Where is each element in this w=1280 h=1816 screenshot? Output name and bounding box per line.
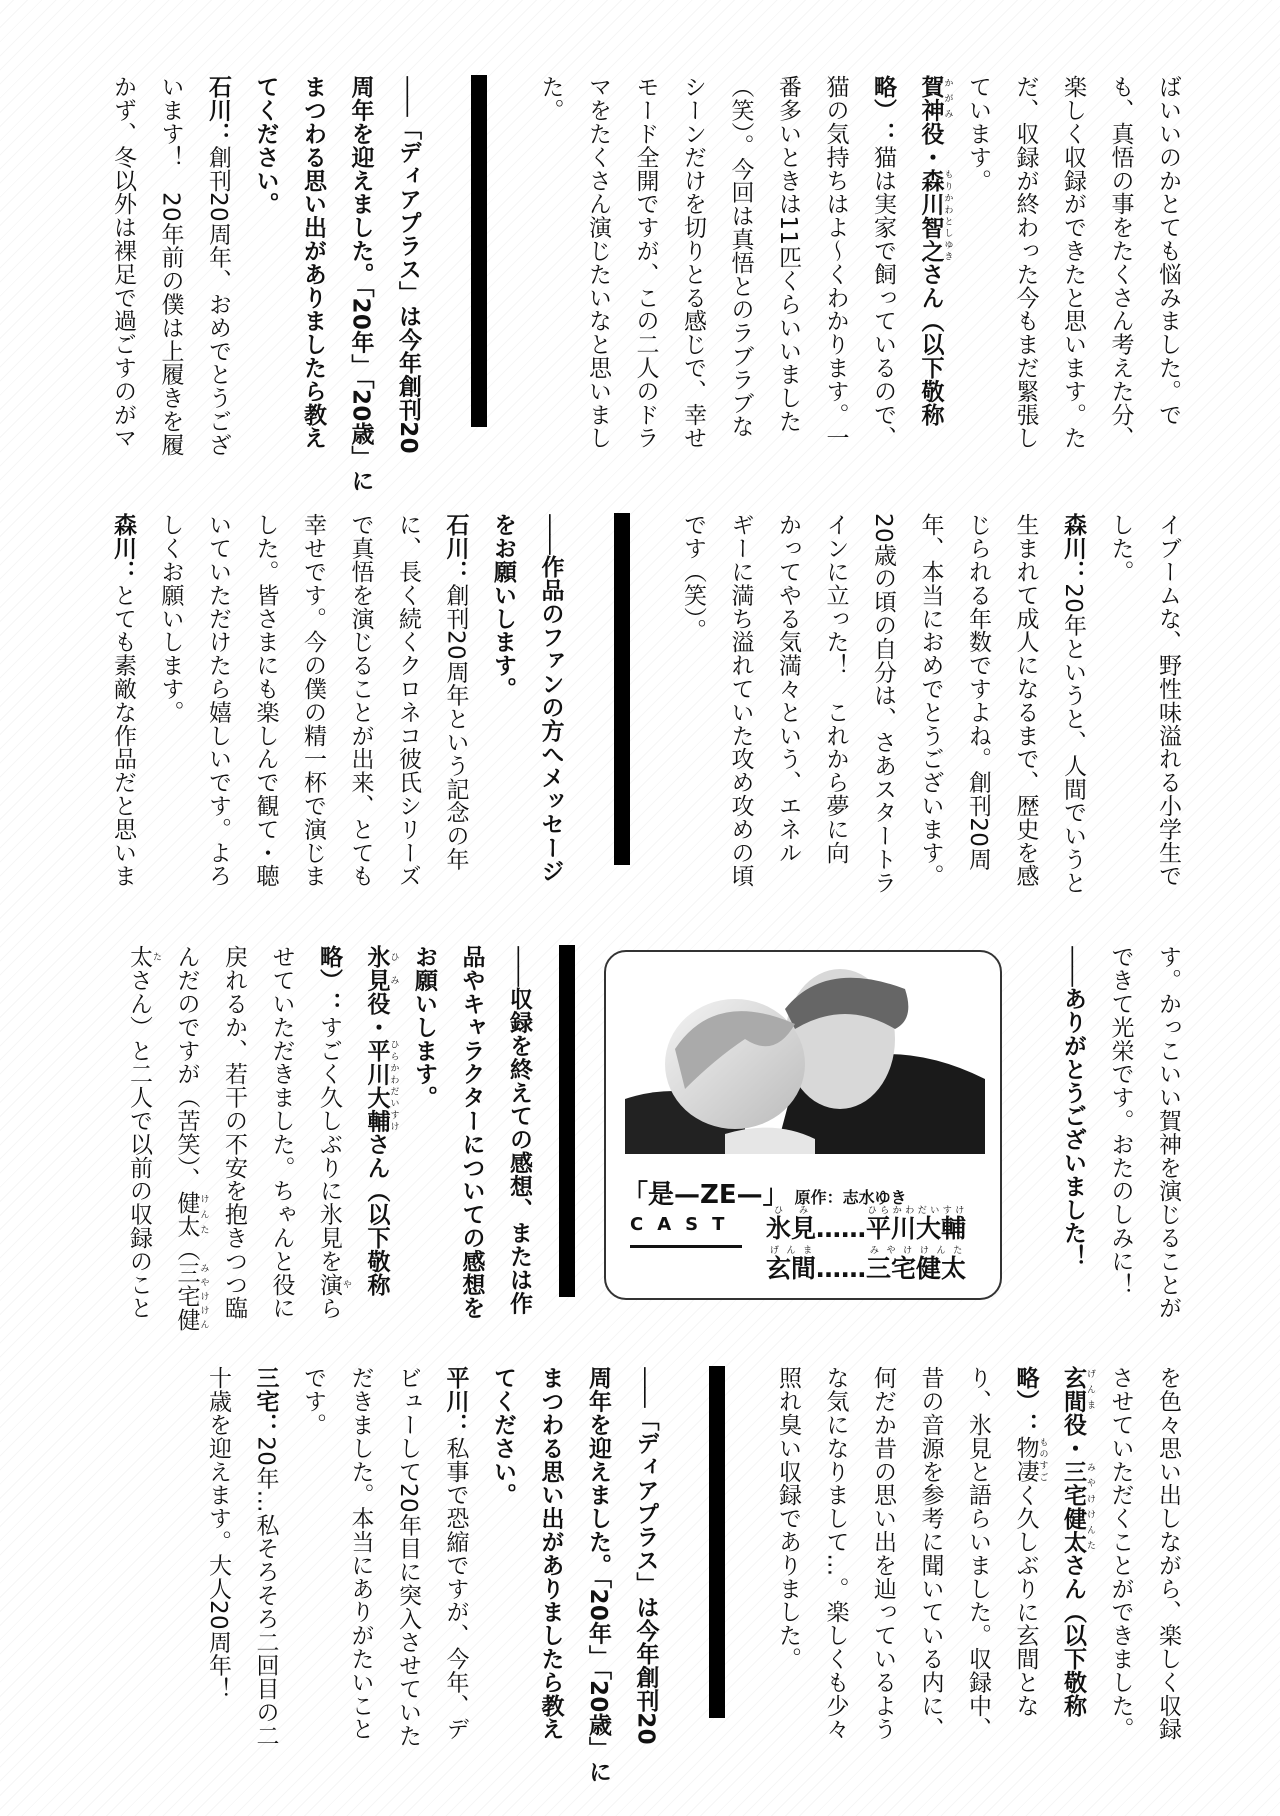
text-run: す。かっこいい賀神を演じることが bbox=[1155, 945, 1181, 1320]
text-column bbox=[764, 75, 812, 435]
text-column bbox=[1001, 1366, 1049, 1726]
ruby-text: 氷見 ひみ bbox=[363, 945, 399, 992]
heading-dash: —— bbox=[1060, 945, 1086, 985]
text-run: 略）： bbox=[870, 75, 896, 146]
text-column bbox=[431, 513, 479, 873]
text-run: で真悟を演じることが出来、とても bbox=[347, 513, 374, 888]
text-run: まつわる思い出がありましたら教え bbox=[300, 75, 326, 450]
heading-dash: —— bbox=[632, 1366, 659, 1406]
text-run: 三宅： bbox=[252, 1366, 279, 1437]
text-column bbox=[1096, 945, 1144, 1305]
text-run: 役・ bbox=[363, 991, 390, 1039]
text-run: 創刊20周年という記念の年 bbox=[442, 583, 469, 871]
text-column bbox=[289, 1366, 337, 1726]
black-bar bbox=[709, 1366, 725, 1718]
text-column bbox=[241, 1366, 289, 1748]
question-heading bbox=[526, 513, 574, 883]
text-run: く久しぶりに玄間とな bbox=[1012, 1483, 1039, 1718]
text-column bbox=[859, 1366, 907, 1741]
text-run: かってやる気満々という、エネル bbox=[775, 513, 801, 864]
text-run: ています。 bbox=[965, 75, 991, 192]
text-run: 番多いときは11匹くらいいました bbox=[775, 75, 801, 433]
text-run: せていただきました。ちゃんと役に bbox=[268, 945, 295, 1320]
section-divider-bar bbox=[574, 513, 669, 873]
text-run: すごく久しぶりに氷見を bbox=[316, 1015, 342, 1273]
text-column bbox=[859, 513, 907, 895]
text-column bbox=[526, 75, 574, 435]
text-column bbox=[289, 75, 337, 450]
text-run: お願いします。 bbox=[411, 945, 437, 1109]
leader-dots: …… bbox=[816, 1254, 867, 1283]
cast-label: CAST bbox=[630, 1214, 742, 1248]
ruby-text: 平川大輔 ひらかわだいすけ bbox=[363, 1038, 399, 1133]
text-column bbox=[1096, 513, 1144, 873]
text-run: （笑）。今回は真悟とのラブラブな bbox=[727, 75, 754, 438]
text-column bbox=[479, 513, 527, 873]
text-run: も、真悟の事をたくさん考えた分、 bbox=[1107, 75, 1134, 450]
text-run: 収録を終えての感想、または作 bbox=[506, 987, 532, 1315]
text-column bbox=[954, 1366, 1002, 1741]
text-run: さん）と二人で以前の収録のこと bbox=[126, 968, 152, 1320]
text-run: ら bbox=[316, 1296, 342, 1320]
text-run: した。 bbox=[1107, 513, 1134, 584]
text-column bbox=[115, 945, 163, 1320]
text-column bbox=[352, 945, 400, 1305]
text-column bbox=[479, 1366, 527, 1726]
text-band-4 bbox=[194, 1366, 1192, 1784]
text-column bbox=[336, 513, 384, 888]
text-column bbox=[146, 513, 194, 873]
heading-dash: —— bbox=[537, 513, 564, 553]
text-run: 平川： bbox=[442, 1366, 469, 1437]
text-run: しくお願いします。 bbox=[157, 513, 184, 724]
text-column bbox=[811, 513, 859, 873]
black-bar bbox=[559, 945, 575, 1297]
question-heading bbox=[384, 75, 432, 455]
text-run: 「ディアプラス」は今年創刊20 bbox=[632, 1408, 659, 1746]
text-column bbox=[574, 1366, 622, 1784]
cast-row bbox=[766, 1246, 966, 1285]
text-column bbox=[1049, 1366, 1097, 1726]
text-run: 創刊20周年、おめでとうござ bbox=[205, 145, 231, 457]
text-run: 森川： bbox=[110, 513, 136, 584]
text-run: 昔の音源を参考に聞いている内に、 bbox=[917, 1366, 944, 1741]
text-run: 戻れるか、若干の不安を抱きつつ臨 bbox=[221, 945, 247, 1320]
text-run: 何だか昔の思い出を辿っているよう bbox=[870, 1366, 896, 1741]
text-column bbox=[906, 513, 954, 888]
text-column bbox=[384, 513, 432, 888]
text-run: 猫は実家で飼っているので、 bbox=[870, 145, 896, 450]
text-column bbox=[1144, 513, 1192, 888]
role-name: 玄間げんま bbox=[766, 1246, 817, 1283]
text-run: だ、収録が終わった今もまだ緊張し bbox=[1012, 75, 1039, 450]
text-run: いていただけたら嬉しいです。よろ bbox=[205, 513, 231, 888]
ruby-text: 玄間 げんま bbox=[1060, 1366, 1095, 1413]
text-run: り、氷見と語らいました。収録中、 bbox=[965, 1366, 991, 1741]
section-divider-bar bbox=[669, 1366, 764, 1726]
text-column bbox=[99, 513, 147, 888]
text-column bbox=[194, 513, 242, 888]
text-run: ビューして20年目に突入させていた bbox=[395, 1366, 421, 1748]
text-band-2 bbox=[99, 513, 1192, 895]
ruby-text: 健太 けんた bbox=[173, 1190, 209, 1238]
text-run: 作品のファンの方へメッセージ bbox=[537, 555, 564, 883]
illustration-image bbox=[625, 969, 985, 1154]
ruby-text: 演 や bbox=[316, 1272, 351, 1297]
text-column bbox=[764, 513, 812, 873]
text-run: さん（以下敬称 bbox=[917, 262, 944, 427]
title-text: 「是—ZE—」 bbox=[622, 1180, 789, 1210]
ruby-text: 三宅健太 みやけけんた bbox=[1060, 1459, 1095, 1554]
ruby-text: 三宅健 みやけけん bbox=[173, 1261, 209, 1332]
text-column bbox=[241, 75, 289, 435]
text-band-1 bbox=[99, 75, 1192, 493]
text-run: 品やキャラクターについての感想を bbox=[458, 945, 485, 1320]
text-run: 略）： bbox=[316, 945, 342, 1016]
actor-name: 平川大輔ひらかわだいすけ bbox=[866, 1206, 967, 1243]
text-run: ばいいのかとても悩みました。で bbox=[1155, 75, 1181, 426]
text-column bbox=[1144, 1366, 1192, 1741]
cast-info-box bbox=[604, 950, 1002, 1300]
text-column bbox=[210, 945, 258, 1320]
text-column bbox=[1144, 945, 1192, 1320]
text-run: できて光栄です。おたのしみに！ bbox=[1107, 945, 1134, 1296]
text-run: （ bbox=[173, 1237, 200, 1262]
text-run: 周年を迎えました。「20年」「20歳」に bbox=[585, 1366, 611, 1784]
text-run: 森川： bbox=[1060, 513, 1086, 584]
text-column bbox=[669, 75, 717, 450]
text-column bbox=[574, 75, 622, 450]
text-run: た。 bbox=[537, 75, 564, 122]
text-run: モード全開ですが、この二人のドラ bbox=[632, 75, 659, 450]
ruby-text: 森川智之 もりかわとしゆき bbox=[917, 168, 953, 263]
ruby-text: 太 た bbox=[126, 945, 161, 969]
text-run: 年、本当におめでとうございます。 bbox=[917, 513, 944, 888]
text-column bbox=[906, 1366, 954, 1741]
text-run: てください。 bbox=[252, 75, 279, 216]
text-run: 20歳の頃の自分は、さあスタートラ bbox=[870, 513, 896, 895]
text-run: イブームな、野性味溢れる小学生で bbox=[1155, 513, 1181, 888]
text-column bbox=[1049, 75, 1097, 450]
text-column bbox=[621, 75, 669, 450]
text-run: まつわる思い出がありましたら教え bbox=[537, 1366, 564, 1741]
text-run: 十歳を迎えます。大人20周年！ bbox=[205, 1366, 231, 1701]
role-name: 氷見ひみ bbox=[766, 1206, 817, 1243]
text-column bbox=[241, 513, 289, 888]
text-column bbox=[1001, 75, 1049, 450]
text-column bbox=[669, 513, 717, 873]
text-column bbox=[1049, 513, 1097, 895]
text-run: さん（以下敬称 bbox=[363, 1132, 390, 1297]
text-run: 略）： bbox=[1012, 1366, 1039, 1437]
text-run: 私事で恐縮ですが、今年、デ bbox=[442, 1436, 469, 1741]
text-run: 役・ bbox=[917, 121, 944, 169]
text-column bbox=[859, 75, 907, 450]
text-run: 猫の気持ちはよ〜くわかります。一 bbox=[822, 75, 849, 450]
text-column bbox=[289, 513, 337, 888]
heading-dash: —— bbox=[506, 945, 532, 985]
ruby-text: 賀神 かがみ bbox=[917, 75, 953, 122]
text-run: 照れ臭い収録でありました。 bbox=[775, 1366, 801, 1671]
text-column bbox=[811, 1366, 859, 1741]
text-run: シーンだけを切りとる感じで、幸せ bbox=[680, 75, 706, 450]
text-run: を色々思い出しながら、楽しく収録 bbox=[1155, 1366, 1181, 1741]
heading-dash: —— bbox=[395, 75, 421, 115]
text-run: した。皆さまにも楽しんで観て・聴 bbox=[252, 513, 279, 888]
actor-name: 三宅健太みやけけんた bbox=[866, 1246, 967, 1283]
text-column bbox=[1144, 75, 1192, 435]
black-bar bbox=[614, 513, 630, 865]
text-run: てください。 bbox=[490, 1366, 516, 1507]
text-column bbox=[257, 945, 305, 1320]
text-column bbox=[954, 513, 1002, 873]
text-column bbox=[716, 513, 764, 888]
text-column bbox=[194, 1366, 242, 1726]
text-run: さん（以下敬称 bbox=[1060, 1553, 1086, 1718]
text-run: な気になりまして…。楽しくも少々 bbox=[822, 1366, 849, 1741]
section-divider-bar bbox=[431, 75, 526, 435]
text-run: だきました。本当にありがたいこと bbox=[347, 1366, 374, 1741]
text-run: います！ 20年前の僕は上履きを履 bbox=[157, 75, 184, 457]
text-band-3-right bbox=[1049, 945, 1192, 1320]
text-column bbox=[431, 1366, 479, 1741]
text-run: に、長く続くクロネコ彼氏シリーズ bbox=[395, 513, 421, 888]
text-column bbox=[1096, 1366, 1144, 1741]
text-run: 石川： bbox=[205, 75, 231, 146]
text-column bbox=[1096, 75, 1144, 450]
text-run: マをたくさん演じたいなと思いまし bbox=[585, 75, 611, 450]
text-column bbox=[954, 75, 1002, 435]
text-column bbox=[716, 75, 764, 438]
text-run: 20年…私そろそろ二回目の二 bbox=[252, 1436, 279, 1748]
text-column bbox=[305, 945, 353, 1320]
original-author: 原作：志水ゆき bbox=[794, 1188, 907, 1207]
question-heading bbox=[621, 1366, 669, 1746]
text-run: をお願いします。 bbox=[490, 513, 516, 701]
text-column bbox=[336, 1366, 384, 1741]
text-column bbox=[146, 75, 194, 457]
text-run: 生まれて成人になるまで、歴史を感 bbox=[1012, 513, 1039, 888]
text-run: んだのですが（苦笑）、 bbox=[173, 945, 200, 1191]
text-run: 楽しく収録ができたと思います。た bbox=[1060, 75, 1086, 450]
text-run: です（笑）。 bbox=[680, 513, 706, 642]
section-divider-bar bbox=[542, 945, 592, 1305]
text-column bbox=[906, 75, 954, 435]
text-column bbox=[336, 75, 384, 493]
text-column bbox=[526, 1366, 574, 1741]
text-column bbox=[400, 945, 448, 1305]
black-bar bbox=[471, 75, 487, 427]
question-heading bbox=[495, 945, 543, 1315]
text-column bbox=[764, 1366, 812, 1726]
ruby-text: 物凄 ものすご bbox=[1012, 1436, 1048, 1484]
text-run: ありがとうございました！ bbox=[1060, 987, 1086, 1268]
text-column bbox=[811, 75, 859, 450]
text-run: 役・ bbox=[1060, 1412, 1086, 1460]
text-run: 20年というと、人間でいうと bbox=[1060, 583, 1086, 895]
text-column bbox=[194, 75, 242, 457]
text-run: かず、冬以外は裸足で過ごすのがマ bbox=[110, 75, 136, 450]
question-heading bbox=[1049, 945, 1097, 1305]
text-column bbox=[162, 945, 210, 1332]
text-run: 「ディアプラス」は今年創刊20 bbox=[395, 117, 421, 455]
cover-illustration bbox=[625, 969, 985, 1154]
text-band-3-left bbox=[0, 945, 592, 1332]
leader-dots: …… bbox=[816, 1214, 867, 1243]
text-run: じられる年数ですよね。創刊20周 bbox=[965, 513, 991, 871]
text-column bbox=[447, 945, 495, 1320]
cast-row bbox=[766, 1206, 966, 1245]
text-run: です。 bbox=[300, 1366, 326, 1437]
text-column bbox=[384, 1366, 432, 1748]
text-run: インに立った！ これから夢に向 bbox=[822, 513, 849, 864]
text-column bbox=[1001, 513, 1049, 888]
text-run: 周年を迎えました。「20年」「20歳」に bbox=[347, 75, 374, 493]
text-run: とても素敵な作品だと思いま bbox=[110, 583, 136, 888]
text-run: 石川： bbox=[442, 513, 469, 584]
text-run: 幸せです。今の僕の精一杯で演じま bbox=[300, 513, 326, 888]
text-column bbox=[99, 75, 147, 450]
text-run: させていただくことができました。 bbox=[1107, 1366, 1134, 1741]
text-run: ギーに満ち溢れていた攻め攻めの頃 bbox=[727, 513, 754, 888]
